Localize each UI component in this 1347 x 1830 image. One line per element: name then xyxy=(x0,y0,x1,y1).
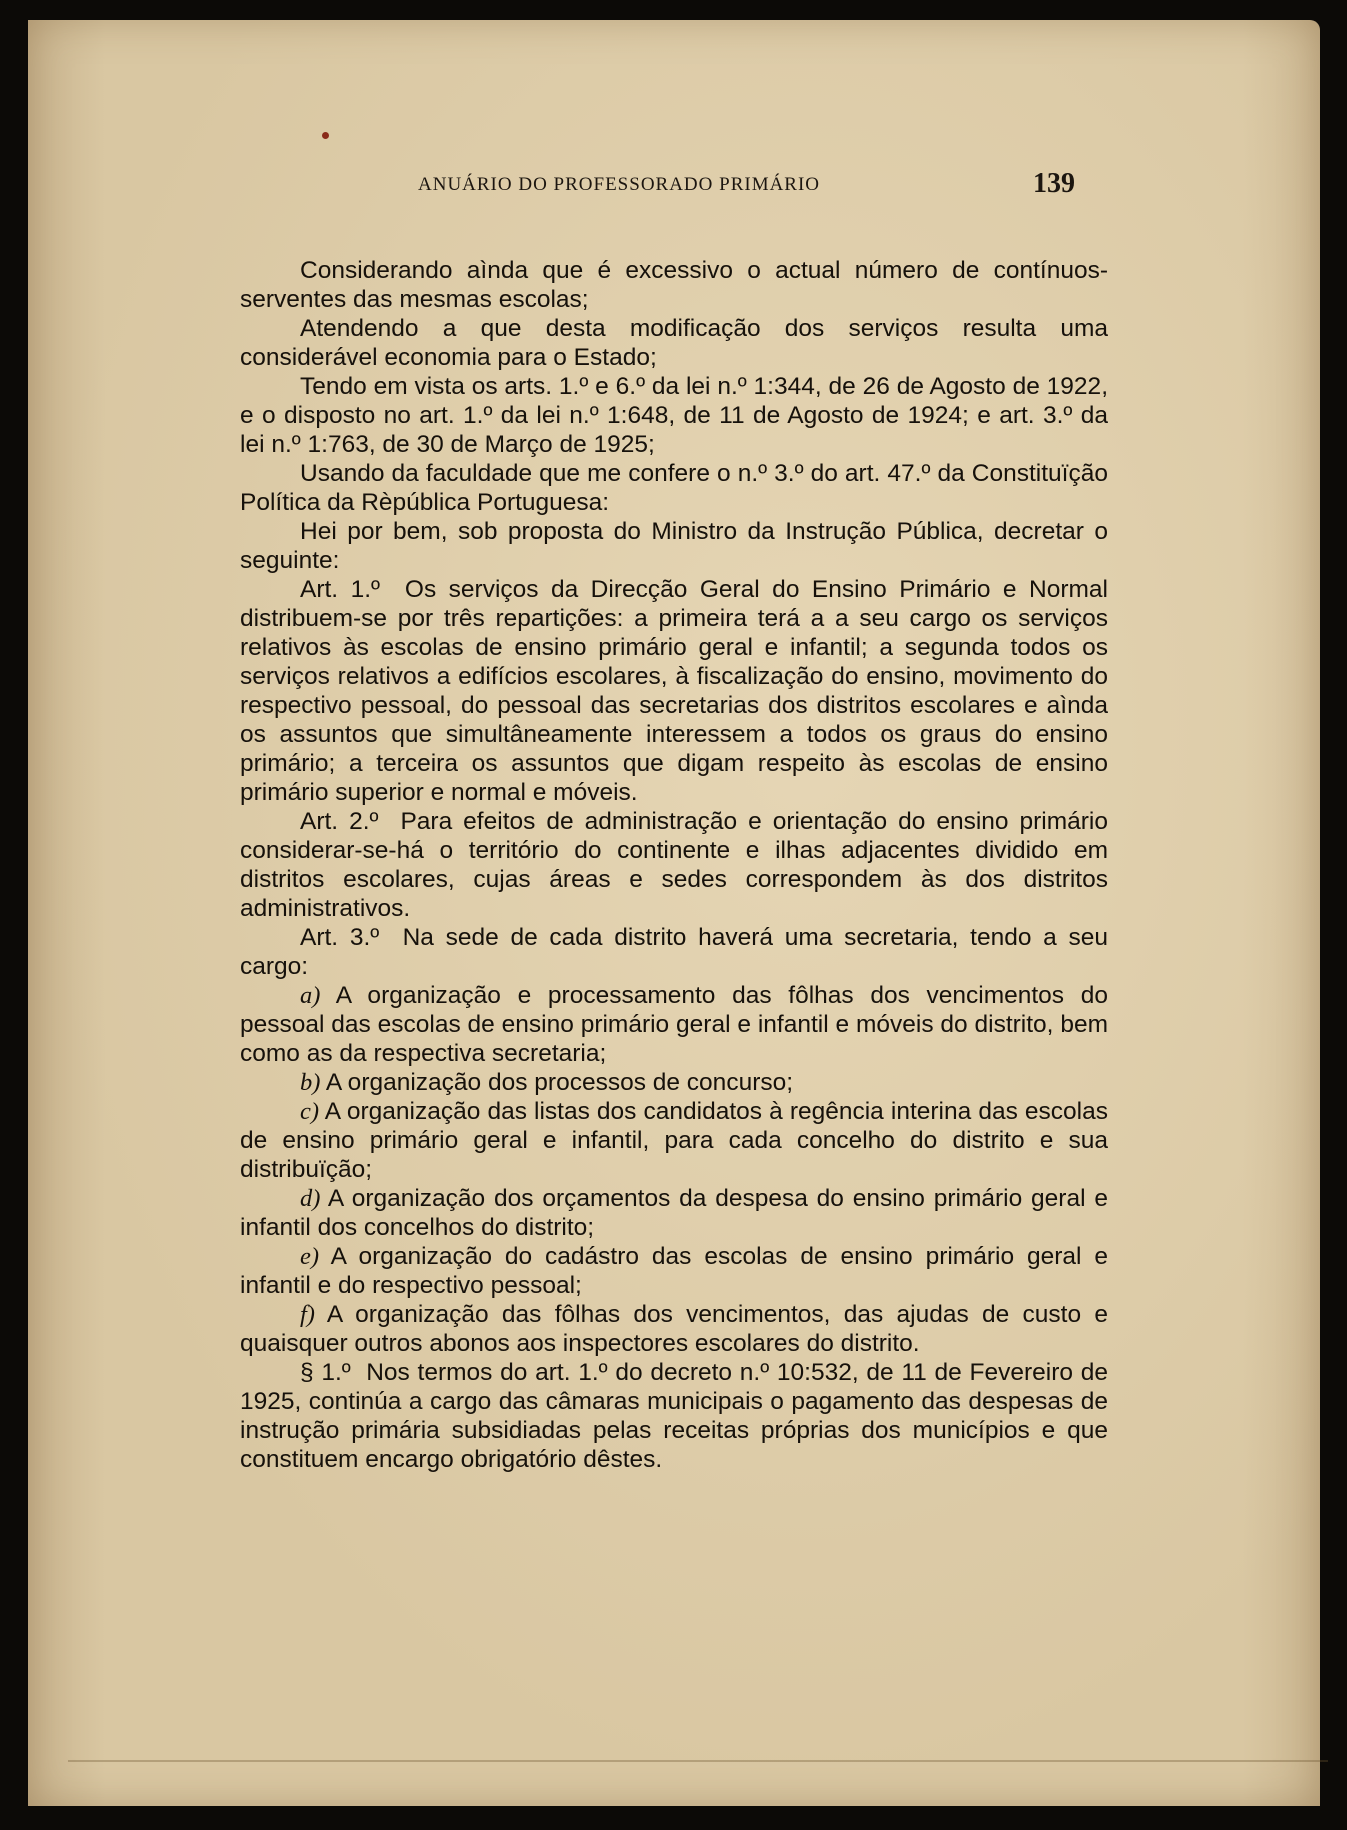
paragraph-text: A organização dos orçamentos da despesa do ensino primário geral e infantil dos concelhos do distrito; xyxy=(240,1185,1108,1241)
page-header xyxy=(388,168,1088,208)
paragraph-text: Os serviços da Direcção Geral do Ensino Primário e Normal distribuem-se por três repartições: a primeira terá a a seu cargo os serviços relativos às escolas de ensino primário geral e infantil; a segunda todos os serviços relativos a edifícios escolares, à fiscalização do ensino, movimento do respectivo pessoal, do pessoal das secretarias dos distritos escolares e aìnda os assuntos que simultâneamente interessem a todos os graus do ensino primário; a terceira os assuntos que digam respeito às escolas de ensino primário superior e normal e móveis. xyxy=(240,576,1108,806)
paragraph-text: Nos termos do art. 1.º do decreto n.º 10:532, de 11 de Fevereiro de 1925, continúa a cargo das câmaras municipais o pagamento das despesas de instrução primária subsidiadas pelas receitas próprias dos municípios e que constituem encargo obrigatório dêstes. xyxy=(240,1359,1108,1473)
paragraph xyxy=(240,256,1108,314)
list-item-e xyxy=(240,1242,1108,1300)
body-text xyxy=(240,256,1108,1474)
paragraph xyxy=(240,314,1108,372)
article-label: Art. 3.º xyxy=(300,924,380,951)
page-edge xyxy=(68,1760,1328,1762)
article-2 xyxy=(240,807,1108,923)
paragraph-text: Atendendo a que desta modificação dos serviços resulta uma considerável economia para o Estado; xyxy=(240,315,1108,371)
section-1 xyxy=(240,1358,1108,1474)
paragraph-text: Usando da faculdade que me confere o n.º 3.º do art. 47.º da Constituïção Política da Rèpública Portuguesa: xyxy=(240,460,1108,516)
paragraph-text: A organização das fôlhas dos vencimentos, das ajudas de custo e quaisquer outros abonos aos inspectores escolares do distrito. xyxy=(240,1301,1108,1357)
ink-spot xyxy=(322,132,329,139)
list-item-a xyxy=(240,981,1108,1068)
paragraph-text: Na sede de cada distrito haverá uma secretaria, tendo a seu cargo: xyxy=(240,924,1108,980)
article-label: Art. 1.º xyxy=(300,576,380,603)
paragraph-text: A organização e processamento das fôlhas dos vencimentos do pessoal das escolas de ensino primário geral e infantil e móveis do distrito, bem como as da respectiva secretaria; xyxy=(240,982,1108,1067)
item-label: e) xyxy=(300,1243,320,1270)
paragraph-text: A organização do cadástro das escolas de ensino primário geral e infantil e do respectivo pessoal; xyxy=(240,1243,1108,1299)
paragraph-text: Hei por bem, sob proposta do Ministro da Instrução Pública, decretar o seguinte: xyxy=(240,518,1108,574)
article-label: Art. 2.º xyxy=(300,808,379,835)
book-page xyxy=(28,20,1320,1806)
paragraph-text: Para efeitos de administração e orientação do ensino primário considerar-se-há o território do continente e ilhas adjacentes dividido em distritos escolares, cujas áreas e sedes correspondem às dos distritos administrativos. xyxy=(240,808,1108,922)
list-item-b xyxy=(240,1068,1108,1097)
paragraph xyxy=(240,517,1108,575)
running-title: ANUÁRIO DO PROFESSORADO PRIMÁRIO xyxy=(418,174,821,195)
list-item-f xyxy=(240,1300,1108,1358)
item-label: f) xyxy=(300,1301,315,1328)
item-label: c) xyxy=(300,1098,320,1125)
page-number: 139 xyxy=(1033,168,1075,199)
article-1 xyxy=(240,575,1108,807)
item-label: a) xyxy=(300,982,321,1009)
section-label: § 1.º xyxy=(300,1359,351,1386)
paragraph xyxy=(240,372,1108,459)
paragraph-text: A organização das listas dos candidatos à regência interina das escolas de ensino primário geral e infantil, para cada concelho do distrito e sua distribuïção; xyxy=(240,1098,1108,1183)
item-label: b) xyxy=(300,1069,321,1096)
article-3 xyxy=(240,923,1108,981)
paragraph-text: Tendo em vista os arts. 1.º e 6.º da lei n.º 1:344, de 26 de Agosto de 1922, e o disposto no art. 1.º da lei n.º 1:648, de 11 de Agosto de 1924; e art. 3.º da lei n.º 1:763, de 30 de Março de 1925; xyxy=(240,373,1108,458)
paragraph-text: A organização dos processos de concurso; xyxy=(325,1069,794,1096)
item-label: d) xyxy=(300,1185,321,1212)
paragraph-text: Considerando aìnda que é excessivo o actual número de contínuos-serventes das mesmas escolas; xyxy=(240,257,1108,313)
paragraph xyxy=(240,459,1108,517)
list-item-d xyxy=(240,1184,1108,1242)
list-item-c xyxy=(240,1097,1108,1184)
